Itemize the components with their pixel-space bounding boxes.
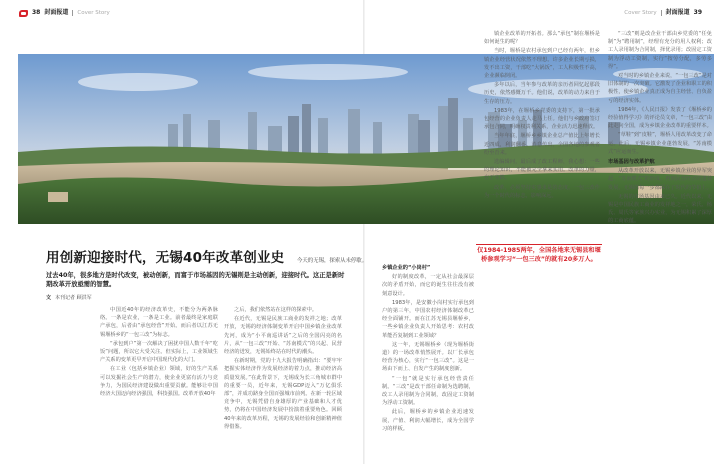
article-headline: 用创新迎接时代，无锡40年改革创业史 (46, 250, 285, 266)
right-section-name: 封面报道 (665, 9, 690, 16)
article-byline (46, 294, 92, 301)
body-paragraph: 镇企业改革的开拓者。那么“承包”制在堰桥是如何诞生的呢？ (484, 31, 600, 46)
article-column-5 (608, 30, 712, 462)
article-column-4 (484, 30, 600, 242)
right-section-subtitle: Cover Story (624, 10, 657, 16)
body-paragraph: 1984年，《人民日报》发表了《堰桥乡的经验值得学习》的评论员文章，“一包三改”由此走向全国，成为乡镇企业改革的重要样本。 (608, 106, 712, 130)
body-paragraph: 当年年底，堰桥乡乡镇企业总产值比上年增长近四成，利润翻番。消息传出，全国各地的参观者纷至沓来。 (484, 133, 600, 156)
left-page-number: 38 (32, 9, 41, 16)
article-column-1 (100, 306, 218, 462)
byline-label: 文 (46, 295, 52, 301)
body-paragraph: “一包”就是实行承包经营责任制。“三改”是改干部任命制为选聘制，改工人录用制为合同制，改固定工资制为浮动工资制。 (382, 375, 474, 407)
article-column-3 (382, 262, 474, 462)
magazine-logo-icon (19, 10, 28, 17)
left-section-subtitle: Cover Story (77, 10, 110, 16)
body-paragraph: 当时，堰桥是农村承包到户已经有两年，但乡镇企业经营状况依然不理想。许多企业长期亏损，发不出工资，干部吃“大锅饭”，工人积极性不高，企业濒临倒闭。 (484, 48, 600, 80)
right-page-number: 39 (693, 9, 702, 16)
body-paragraph: 从改革开放以来，无锡乡镇企业的异军突起、“苏南模式”的形成，再到民营经济的蓬勃发展，无锡的每一步都踩在了时代的节拍上。 (608, 168, 712, 191)
pull-quote (476, 244, 602, 264)
body-paragraph: “三改”则是改企业干部由乡党委的“任免制”为“聘用制”，经理有充分的用人权利；改工人录用制为合同制，择优录用；改固定工资制为浮动工资制，实行“按劳分配，多劳多得”。 (608, 31, 712, 70)
header-divider (661, 10, 662, 16)
article-column-2 (224, 306, 342, 462)
body-paragraph: 在新时期，党的十九大报告明确指出：“要牢牢把握实体经济作为发展经济的着力点，推动经济高质量发展。”在此背景下，无锡成为长三角城市群中的重要一员，近年来，无锡GDP迈入“万亿俱乐部”，并成功跻身全国百强城市前列。在新一轮区域竞争中，无锡凭借自身雄厚的产业基础和人才优势，仍将在中国经济发展中扮演着重要角色。回顾40年来的改革历程，无锡的发展经验和创新精神值得借鉴。 (224, 358, 342, 430)
left-page-header (19, 9, 110, 17)
body-paragraph: 此后，堰桥乡的乡镇企业迅速发展，产值、利润大幅增长，成为全国学习的样板。 (382, 409, 474, 432)
body-paragraph: 这一年，无锡堰桥乡（现为堰桥街道）的一场改革悄然展开。以厂长承包经营为核心，实行“一包三改”。这是一场由下而上、自发产生的制度创新。 (382, 341, 474, 373)
low-building (48, 192, 68, 202)
body-paragraph: 选编辑问，最后成了改工程师，我心想：一些的理论知识，不能被完全拿来实用。改革的力量，在于实践。 (484, 159, 600, 182)
section-subheading: 市场基因与改革护航 (608, 159, 655, 166)
body-paragraph: 对当时的乡镇企业来说，“一包三改”是对旧体制的一次突破。它激发了企业和职工的积极性，使乡镇企业真正成为自主经营、自负盈亏的经济实体。 (608, 73, 712, 104)
section-subheading: 乡镇企业的“小岗村” (382, 265, 431, 271)
body-paragraph: 1983年，是安徽小岗村实行承包到户的第三年，中国农村经济体制改革已经全面铺开。而在江苏无锡县堰桥乡，一些乡镇企业负责人开始思考：农村改革能否复制到工业领域？ (382, 299, 474, 339)
body-paragraph: 1983年，在堰桥乡党委的支持下，第一批承包经营的企业负责人走马上任。他们与乡政府签订承包合同，明确权责利关系，企业活力迅速释放。 (484, 107, 600, 131)
body-paragraph: “承包到户”第一次解决了困扰中国人数千年“吃饭”问题，所以它大受关注。但实际上，工业领域生产关系的变革更早开启中国现代化的大门。 (100, 340, 218, 364)
header-divider (72, 10, 73, 16)
pull-quote-text: 仅1984-1985两年，全国各地来无锡县和堰桥参观学习“一包三改”的就有20多万人。 (477, 247, 601, 263)
body-paragraph: 好的制度改革，一定从社会最深层次的矛盾开始，而它的诞生往往没有被刻意设计。 (382, 274, 474, 297)
section-lead-line: 今天的无锡，探索从未停歇。 (297, 258, 368, 264)
byline-author: 本刊记者 顾洪军 (55, 295, 92, 301)
body-paragraph: 在近代，无锡是民族工商业的发祥之地；改革开放，无锡的经济体制变革开启中国乡镇企业改革先河，成为“小平南巡讲话”之后的全国闪亮的名片，从“一包三改”开始、“苏南模式”的兴起、民营经济的迸发，无锡始终站在时代的潮头。 (224, 316, 342, 356)
body-paragraph: 在工业（包括乡镇企业）领域，好的生产关系可以发掘社会生产的潜力，使企业更富有活力与竞争力，为国民经济建设做出重要贡献。能够让中国经济大国迈向经济强国，科技强国。改革开放40年 (100, 366, 218, 398)
left-section-name: 封面报道 (44, 9, 69, 16)
body-paragraph: 之后，我们依然站在这样的探索中。 (234, 307, 318, 313)
body-paragraph: 中国近40年的经济改革史，不能分为两条脉络。一条是农业，一条是工业。前者最终是家庭联产承包，后者由“承包经营”开始。而后者以江苏无锡堰桥乡的“一包三改”为标志。 (100, 307, 218, 338)
body-paragraph: “草鞋”到“皮鞋”，堰桥人用改革改变了命运。此后，无锡乡镇企业蓬勃发展，“苏南模式”应运而生。 (608, 132, 712, 155)
body-paragraph: 无锡的市场基因由来已久。近代以来，无锡是中国民族工商业的发祥地之一，荣氏、杨氏、周氏等家族兴办实业，为无锡积累了深厚的工商底蕴。 (608, 193, 712, 225)
right-page-header (624, 9, 702, 17)
body-paragraph: 多年以后，当年参与改革的亲历者回忆起那段历史，依然感慨万千。他们说，改革的动力来自于生存的压力。 (484, 82, 600, 105)
body-paragraph: 改革，必须坚持实事求是的态度。一包三改作为一个时代的标志，影响深远。 (484, 184, 600, 199)
article-intro: 过去40年，很多地方是时代改变，被动创新，而富于市场基因的无锡则是主动创新，迎接时代。这正是新时期改革开放亟需的智慧。 (46, 272, 345, 288)
